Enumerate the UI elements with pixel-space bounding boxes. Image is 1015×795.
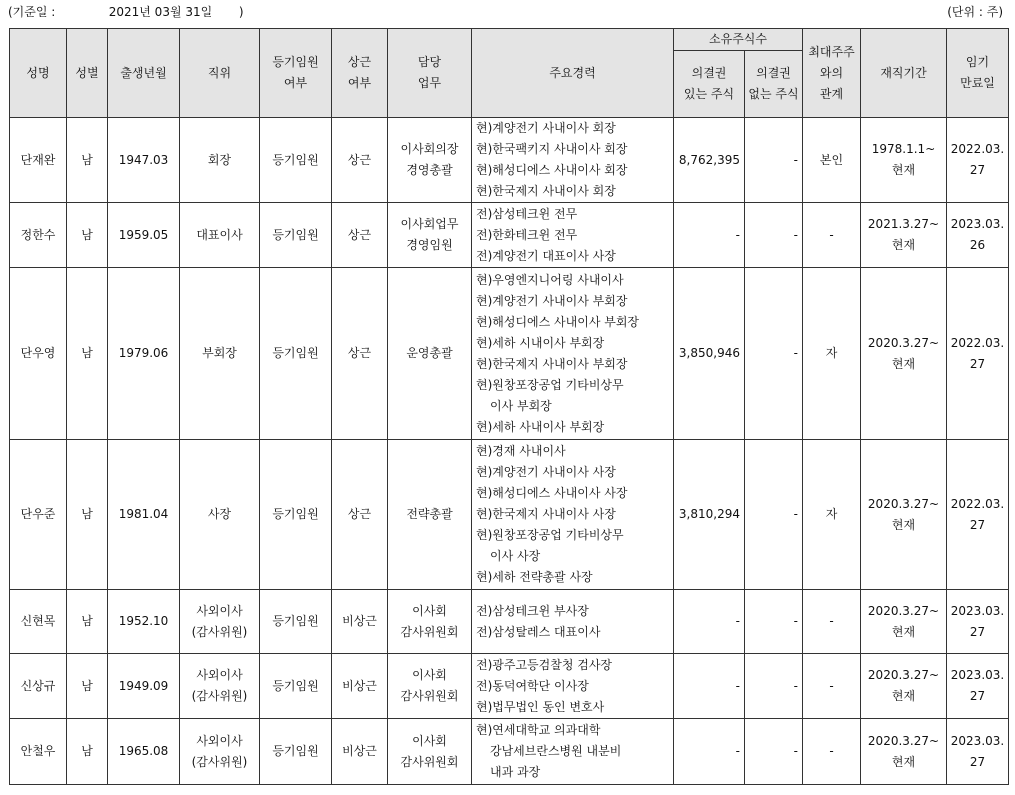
cell-career bbox=[472, 719, 674, 785]
cell-relation: - bbox=[803, 590, 861, 654]
cell-term bbox=[947, 268, 1009, 440]
career-line: 이사 부회장 bbox=[490, 398, 552, 413]
cell-gender: 남 bbox=[67, 590, 108, 654]
cell-voting-shares: - bbox=[674, 590, 745, 654]
cell-name: 단우준 bbox=[10, 440, 67, 590]
cell-voting-shares: 3,810,294 bbox=[674, 440, 745, 590]
career-line: 이사 사장 bbox=[490, 549, 541, 563]
cell-registered: 등기임원 bbox=[260, 268, 332, 440]
cell-fulltime: 상근 bbox=[332, 268, 388, 440]
cell-tenure-line: 현재 bbox=[891, 754, 916, 769]
cell-term bbox=[947, 203, 1009, 268]
cell-term-line: 2022.03. bbox=[950, 335, 1005, 350]
career-line: 현)우영엔지니어링 사내이사 bbox=[476, 272, 624, 287]
cell-duty-line: 전략총괄 bbox=[406, 507, 453, 521]
career-line: 현)한국제지 사내이사 부회장 bbox=[476, 356, 628, 371]
cell-duty bbox=[388, 590, 472, 654]
cell-duty bbox=[388, 719, 472, 785]
cell-tenure-line: 2020.3.27~ bbox=[867, 668, 940, 682]
cell-duty-line: 이사회 bbox=[412, 668, 447, 682]
cell-term-line: 27 bbox=[969, 689, 986, 703]
career-line: 전)계양전기 대표이사 사장 bbox=[476, 248, 616, 263]
cell-career bbox=[472, 268, 674, 440]
cell-position bbox=[180, 203, 260, 268]
cell-term bbox=[947, 590, 1009, 654]
cell-tenure bbox=[861, 654, 947, 719]
cell-voting-shares: - bbox=[674, 203, 745, 268]
cell-fulltime: 비상근 bbox=[332, 590, 388, 654]
cell-duty-line: 감사위원회 bbox=[400, 624, 459, 639]
career-line: 내과 과장 bbox=[490, 765, 541, 779]
cell-position-line: (감사위원) bbox=[191, 689, 248, 703]
cell-tenure-line: 현재 bbox=[891, 238, 916, 252]
col-duty: 담당 업무 bbox=[388, 29, 472, 118]
cell-tenure bbox=[861, 440, 947, 590]
report-header bbox=[8, 4, 1003, 20]
cell-gender: 남 bbox=[67, 440, 108, 590]
cell-nonvoting-shares: - bbox=[745, 719, 803, 785]
cell-gender: 남 bbox=[67, 719, 108, 785]
table-body bbox=[10, 118, 1009, 785]
career-line: 전)광주고등검찰청 검사장 bbox=[476, 657, 613, 672]
table-row bbox=[10, 118, 1009, 203]
cell-position-line: (감사위원) bbox=[191, 754, 248, 769]
base-date-close: ) bbox=[238, 5, 244, 19]
base-date bbox=[8, 4, 244, 20]
cell-name: 정한수 bbox=[10, 203, 67, 268]
cell-tenure-line: 2020.3.27~ bbox=[867, 603, 940, 618]
cell-relation: 자 bbox=[803, 440, 861, 590]
cell-birth: 1949.09 bbox=[108, 654, 180, 719]
cell-duty-line: 감사위원회 bbox=[400, 754, 459, 769]
cell-tenure-line: 현재 bbox=[891, 356, 916, 371]
cell-position-line: 사외이사 bbox=[196, 603, 243, 618]
unit-label: (단위 : 주) bbox=[947, 5, 1003, 19]
career-line: 현)계양전기 사내이사 사장 bbox=[476, 465, 616, 479]
col-shares-group: 소유주식수 bbox=[674, 29, 803, 51]
cell-career bbox=[472, 590, 674, 654]
table-row bbox=[10, 590, 1009, 654]
cell-duty bbox=[388, 268, 472, 440]
cell-tenure-line: 1978.1.1~ bbox=[871, 142, 936, 156]
cell-term bbox=[947, 654, 1009, 719]
table-row bbox=[10, 654, 1009, 719]
cell-fulltime: 비상근 bbox=[332, 654, 388, 719]
career-line: 전)삼성테크윈 전무 bbox=[476, 206, 578, 221]
cell-registered: 등기임원 bbox=[260, 654, 332, 719]
cell-tenure bbox=[861, 268, 947, 440]
cell-term-line: 2023.03. bbox=[950, 668, 1005, 682]
career-line: 현)경재 사내이사 bbox=[476, 444, 566, 458]
cell-tenure-line: 2020.3.27~ bbox=[867, 335, 940, 350]
cell-voting-shares: 3,850,946 bbox=[674, 268, 745, 440]
cell-duty-line: 이사회 bbox=[412, 603, 447, 618]
cell-voting-shares: 8,762,395 bbox=[674, 118, 745, 203]
career-line: 현)해성디에스 사내이사 부회장 bbox=[476, 314, 640, 329]
cell-duty-line: 경영총괄 bbox=[406, 163, 453, 177]
cell-tenure-line: 2020.3.27~ bbox=[867, 733, 940, 748]
career-line: 현)계양전기 사내이사 회장 bbox=[476, 121, 616, 135]
cell-voting-shares: - bbox=[674, 719, 745, 785]
cell-tenure-line: 현재 bbox=[891, 689, 916, 703]
cell-position-line: 회장 bbox=[207, 152, 232, 167]
cell-term bbox=[947, 440, 1009, 590]
col-term: 임기 만료일 bbox=[947, 29, 1009, 118]
career-line: 현)한국팩키지 사내이사 회장 bbox=[476, 142, 628, 156]
col-position: 직위 bbox=[180, 29, 260, 118]
career-line: 현)원창포장공업 기타비상무 bbox=[476, 528, 624, 542]
cell-duty-line: 경영임원 bbox=[406, 238, 453, 252]
career-line: 강남세브란스병원 내분비 bbox=[490, 744, 622, 758]
cell-relation: - bbox=[803, 654, 861, 719]
cell-fulltime: 상근 bbox=[332, 118, 388, 203]
cell-term-line: 2023.03. bbox=[950, 603, 1005, 618]
cell-position bbox=[180, 268, 260, 440]
career-line: 현)계양전기 사내이사 부회장 bbox=[476, 293, 628, 308]
cell-term bbox=[947, 118, 1009, 203]
cell-relation: 본인 bbox=[803, 118, 861, 203]
cell-duty-line: 이사회의장 bbox=[400, 142, 459, 156]
cell-term-line: 2022.03. bbox=[950, 142, 1005, 156]
col-nonvoting: 의결권 없는 주식 bbox=[745, 51, 803, 118]
table-row bbox=[10, 440, 1009, 590]
col-fulltime: 상근 여부 bbox=[332, 29, 388, 118]
cell-tenure bbox=[861, 203, 947, 268]
cell-term-line: 27 bbox=[969, 517, 986, 532]
career-line: 현)해성디에스 사내이사 회장 bbox=[476, 163, 628, 177]
cell-career bbox=[472, 118, 674, 203]
table-header bbox=[10, 29, 1009, 118]
cell-nonvoting-shares: - bbox=[745, 440, 803, 590]
cell-registered: 등기임원 bbox=[260, 203, 332, 268]
cell-gender: 남 bbox=[67, 654, 108, 719]
cell-relation: - bbox=[803, 719, 861, 785]
cell-tenure bbox=[861, 719, 947, 785]
cell-birth: 1981.04 bbox=[108, 440, 180, 590]
career-line: 현)법무법인 동인 변호사 bbox=[476, 699, 605, 714]
cell-birth: 1959.05 bbox=[108, 203, 180, 268]
cell-duty bbox=[388, 203, 472, 268]
cell-name: 신상규 bbox=[10, 654, 67, 719]
cell-tenure-line: 2021.3.27~ bbox=[867, 217, 940, 231]
cell-name: 안철우 bbox=[10, 719, 67, 785]
base-date-label: (기준일 : bbox=[8, 5, 56, 19]
cell-nonvoting-shares: - bbox=[745, 268, 803, 440]
career-line: 현)한국제지 사내이사 사장 bbox=[476, 507, 616, 521]
cell-career bbox=[472, 203, 674, 268]
cell-registered: 등기임원 bbox=[260, 440, 332, 590]
cell-duty-line: 이사회업무 bbox=[400, 217, 459, 231]
table-row bbox=[10, 203, 1009, 268]
cell-position-line: 사외이사 bbox=[196, 733, 243, 748]
cell-position bbox=[180, 719, 260, 785]
cell-position bbox=[180, 590, 260, 654]
cell-position-line: 부회장 bbox=[202, 346, 237, 360]
career-line: 전)삼성탈레스 대표이사 bbox=[476, 624, 601, 639]
cell-name: 신현목 bbox=[10, 590, 67, 654]
cell-birth: 1952.10 bbox=[108, 590, 180, 654]
col-birth: 출생년월 bbox=[108, 29, 180, 118]
col-name: 성명 bbox=[10, 29, 67, 118]
career-line: 현)세하 전략총괄 사장 bbox=[476, 570, 593, 584]
career-line: 현)세하 시내이사 부회장 bbox=[476, 335, 605, 350]
cell-tenure-line: 현재 bbox=[891, 163, 916, 177]
cell-birth: 1979.06 bbox=[108, 268, 180, 440]
career-line: 현)세하 사내이사 부회장 bbox=[476, 419, 605, 434]
executive-table bbox=[9, 28, 1009, 785]
cell-nonvoting-shares: - bbox=[745, 118, 803, 203]
cell-tenure-line: 현재 bbox=[891, 517, 916, 532]
cell-position-line: 사장 bbox=[207, 507, 232, 521]
col-registered: 등기임원 여부 bbox=[260, 29, 332, 118]
cell-duty-line: 운영총괄 bbox=[406, 346, 453, 360]
cell-birth: 1965.08 bbox=[108, 719, 180, 785]
cell-career bbox=[472, 654, 674, 719]
cell-term-line: 2022.03. bbox=[950, 496, 1005, 511]
cell-career bbox=[472, 440, 674, 590]
cell-duty-line: 감사위원회 bbox=[400, 689, 459, 703]
cell-position-line: 대표이사 bbox=[196, 227, 243, 242]
cell-duty bbox=[388, 654, 472, 719]
cell-term-line: 2023.03. bbox=[950, 217, 1005, 231]
cell-fulltime: 비상근 bbox=[332, 719, 388, 785]
cell-term-line: 27 bbox=[969, 163, 986, 177]
cell-registered: 등기임원 bbox=[260, 719, 332, 785]
col-career: 주요경력 bbox=[472, 29, 674, 118]
cell-nonvoting-shares: - bbox=[745, 203, 803, 268]
cell-position-line: (감사위원) bbox=[191, 624, 248, 639]
career-line: 전)한화테크윈 전무 bbox=[476, 227, 578, 242]
career-line: 현)한국제지 사내이사 회장 bbox=[476, 184, 616, 198]
cell-term-line: 27 bbox=[969, 754, 986, 769]
col-gender: 성별 bbox=[67, 29, 108, 118]
cell-tenure bbox=[861, 590, 947, 654]
base-date-value: 2021년 03월 31일 bbox=[108, 5, 213, 19]
cell-gender: 남 bbox=[67, 268, 108, 440]
cell-nonvoting-shares: - bbox=[745, 654, 803, 719]
cell-position bbox=[180, 118, 260, 203]
cell-relation: - bbox=[803, 203, 861, 268]
cell-term-line: 27 bbox=[969, 356, 986, 371]
cell-duty bbox=[388, 440, 472, 590]
col-tenure: 재직기간 bbox=[861, 29, 947, 118]
cell-duty-line: 이사회 bbox=[412, 733, 447, 748]
cell-name: 단우영 bbox=[10, 268, 67, 440]
cell-voting-shares: - bbox=[674, 654, 745, 719]
career-line: 현)연세대학교 의과대학 bbox=[476, 723, 601, 737]
cell-birth: 1947.03 bbox=[108, 118, 180, 203]
col-voting: 의결권 있는 주식 bbox=[674, 51, 745, 118]
career-line: 현)원창포장공업 기타비상무 bbox=[476, 377, 624, 392]
col-relation: 최대주주 와의 관계 bbox=[803, 29, 861, 118]
cell-tenure-line: 현재 bbox=[891, 624, 916, 639]
table-row bbox=[10, 268, 1009, 440]
cell-position-line: 사외이사 bbox=[196, 668, 243, 682]
career-line: 현)해성디에스 사내이사 사장 bbox=[476, 486, 628, 500]
cell-registered: 등기임원 bbox=[260, 118, 332, 203]
table-row bbox=[10, 719, 1009, 785]
cell-position bbox=[180, 654, 260, 719]
cell-name: 단재완 bbox=[10, 118, 67, 203]
cell-tenure bbox=[861, 118, 947, 203]
career-line: 전)동덕여학단 이사장 bbox=[476, 678, 589, 693]
cell-position bbox=[180, 440, 260, 590]
cell-gender: 남 bbox=[67, 203, 108, 268]
cell-term-line: 26 bbox=[969, 238, 986, 252]
cell-term-line: 27 bbox=[969, 624, 986, 639]
cell-nonvoting-shares: - bbox=[745, 590, 803, 654]
cell-tenure-line: 2020.3.27~ bbox=[867, 496, 940, 511]
cell-registered: 등기임원 bbox=[260, 590, 332, 654]
cell-term-line: 2023.03. bbox=[950, 733, 1005, 748]
cell-fulltime: 상근 bbox=[332, 440, 388, 590]
cell-fulltime: 상근 bbox=[332, 203, 388, 268]
career-line: 전)삼성테크윈 부사장 bbox=[476, 603, 589, 618]
cell-gender: 남 bbox=[67, 118, 108, 203]
cell-duty bbox=[388, 118, 472, 203]
cell-term bbox=[947, 719, 1009, 785]
cell-relation: 자 bbox=[803, 268, 861, 440]
